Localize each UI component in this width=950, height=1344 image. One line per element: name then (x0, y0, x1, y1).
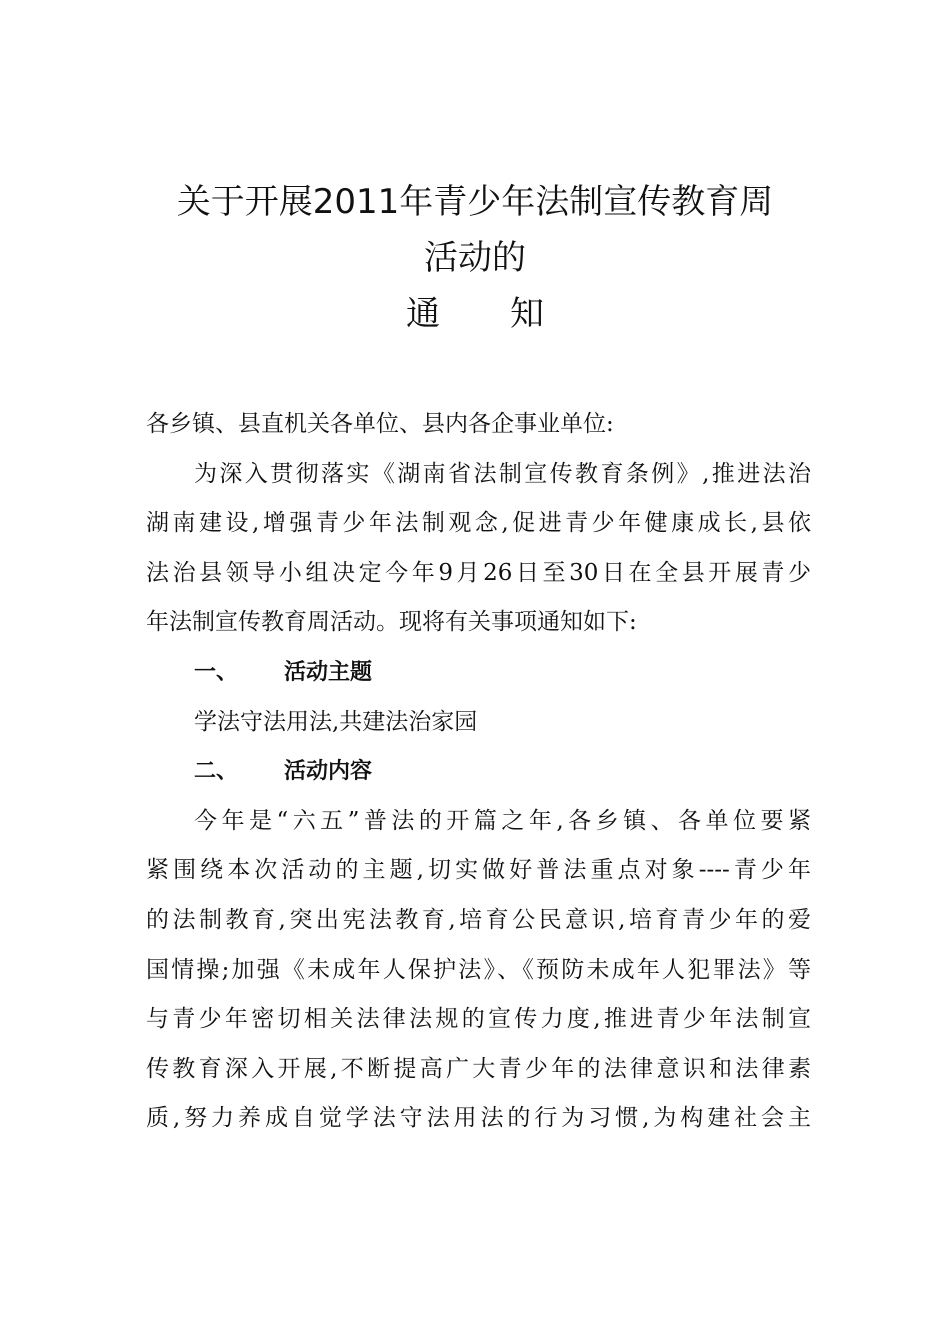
intro-line-2: 湖南建设,增强青少年法制观念,促进青少年健康成长,县依 (146, 510, 811, 537)
title-notice (110, 286, 840, 342)
document-body (146, 400, 811, 1144)
intro-line-3: 法治县领导小组决定今年9月26日至30日在全县开展青少 (146, 559, 811, 586)
intro-line-4: 年法制宣传教育周活动。现将有关事项通知如下: (146, 609, 637, 636)
section-1-number: 一、 (194, 659, 239, 685)
section-2-line-6: 传教育深入开展,不断提高广大青少年的法律意识和法律素 (146, 1055, 811, 1082)
document-title (110, 174, 840, 342)
title-line-1: 关于开展2011年青少年法制宣传教育周 (176, 182, 774, 222)
section-2-line-3: 的法制教育,突出宪法教育,培育公民意识,培育青少年的爱 (146, 906, 811, 933)
section-2-line-7: 质,努力养成自觉学法守法用法的行为习惯,为构建社会主 (146, 1105, 811, 1132)
section-2-heading (146, 747, 811, 797)
section-2-line-2: 紧围绕本次活动的主题,切实做好普法重点对象----青少年 (146, 857, 811, 884)
section-2-line-1: 今年是“六五”普法的开篇之年,各乡镇、各单位要紧 (194, 807, 811, 834)
section-2-number: 二、 (194, 759, 239, 785)
title-notice-char-1: 通 (406, 294, 440, 334)
section-2-title: 活动内容 (284, 759, 373, 785)
intro-line-1: 为深入贯彻落实《湖南省法制宣传教育条例》,推进法治 (194, 460, 811, 487)
section-2-line-5: 与青少年密切相关法律法规的宣传力度,推进青少年法制宣 (146, 1006, 811, 1033)
title-notice-char-2: 知 (510, 294, 544, 334)
section-2-line-4: 国情操;加强《未成年人保护法》、《预防未成年人犯罪法》等 (146, 956, 811, 983)
section-1-content: 学法守法用法,共建法治家园 (194, 708, 478, 735)
section-1-title: 活动主题 (284, 659, 373, 685)
section-1-heading (146, 648, 811, 698)
salutation: 各乡镇、县直机关各单位、县内各企事业单位: (146, 411, 614, 437)
title-line-2: 活动的 (424, 238, 526, 278)
